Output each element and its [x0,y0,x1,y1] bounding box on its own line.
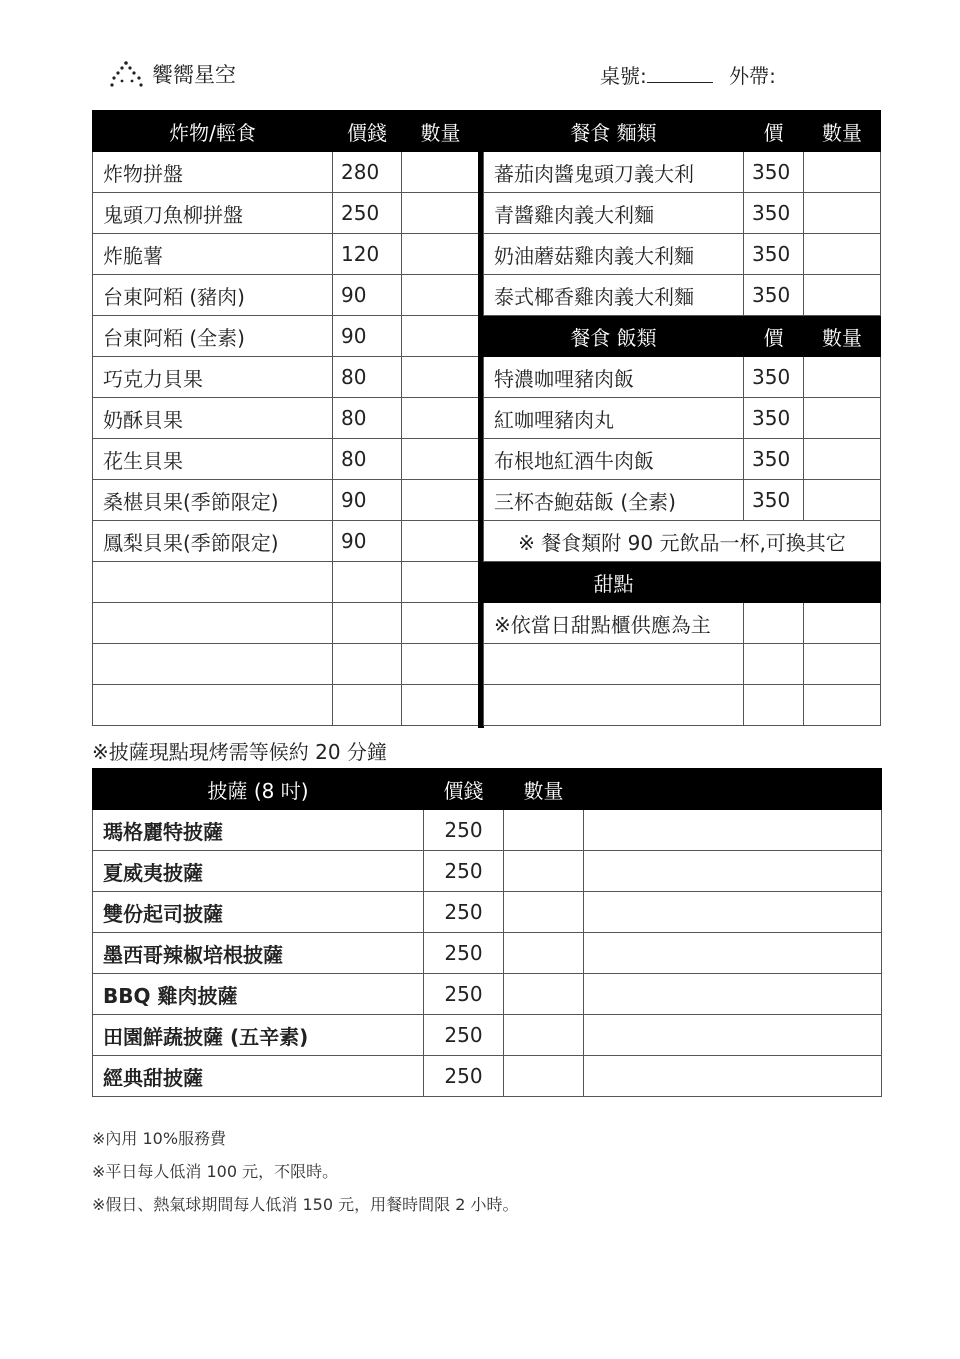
quantity-cell[interactable] [504,1015,584,1056]
dessert-note-row [484,603,881,644]
table-row [93,234,480,275]
brand-logo [108,58,236,90]
item-name: 特濃咖哩豬肉飯 [484,357,744,398]
quantity-cell[interactable] [402,644,480,685]
table-row [93,933,882,974]
rice-header-row [484,316,881,357]
item-price: 350 [744,275,804,316]
notes-cell[interactable] [584,1056,882,1097]
brand-name: 饗嚮星空 [152,63,236,87]
pizza-price-header: 價錢 [424,769,504,810]
pizza-price: 250 [424,851,504,892]
notes-cell[interactable] [584,933,882,974]
quantity-cell[interactable] [402,480,480,521]
table-row [484,685,881,726]
item-price [333,603,402,644]
dessert-header-row [484,562,881,603]
table-row [484,357,881,398]
item-price: 90 [333,275,402,316]
item-name: 布根地紅酒牛肉飯 [484,439,744,480]
notes-cell[interactable] [584,810,882,851]
quantity-cell[interactable] [402,316,480,357]
table-row [93,974,882,1015]
table-row [93,1015,882,1056]
quantity-cell[interactable] [402,521,480,562]
rice-quantity-header: 數量 [804,316,881,357]
item-price: 280 [333,152,402,193]
item-price: 350 [744,480,804,521]
table-row [93,603,480,644]
quantity-cell[interactable] [402,398,480,439]
empty-cell [744,603,804,644]
item-name: 奶油蘑菇雞肉義大利麵 [484,234,744,275]
item-name [93,685,333,726]
empty-header-cell [814,769,882,810]
pizza-price: 250 [424,810,504,851]
table-number-blank[interactable] [647,64,713,83]
pizza-wait-note: ※披薩現點現烤需等候約 20 分鐘 [92,740,387,764]
rice-header: 餐食 飯類 [484,316,744,357]
takeout-label: 外帶: [729,64,776,88]
item-name: 紅咖哩豬肉丸 [484,398,744,439]
pizza-name: 雙份起司披薩 [93,892,424,933]
table-row [93,357,480,398]
footer-note-weekday: ※平日每人低消 100 元，不限時。 [92,1162,339,1181]
pizza-name: 墨西哥辣椒培根披薩 [93,933,424,974]
notes-cell[interactable] [584,974,882,1015]
item-price: 90 [333,316,402,357]
snacks-header-row [93,111,480,152]
quantity-cell[interactable] [804,193,881,234]
pizza-price: 250 [424,892,504,933]
quantity-cell[interactable] [504,933,584,974]
empty-header-cell [725,769,814,810]
table-row [93,480,480,521]
quantity-cell[interactable] [402,193,480,234]
quantity-cell[interactable] [504,810,584,851]
meals-table [483,110,881,726]
item-name: 蕃茄肉醬鬼頭刀義大利 [484,152,744,193]
quantity-cell[interactable] [804,644,881,685]
pizza-price: 250 [424,1056,504,1097]
pizza-name: 夏威夷披薩 [93,851,424,892]
table-row [484,152,881,193]
table-row [93,439,480,480]
order-info [600,60,776,89]
dessert-note: ※依當日甜點櫃供應為主 [484,603,744,644]
item-name: 花生貝果 [93,439,333,480]
quantity-header: 數量 [402,111,480,152]
table-row [93,275,480,316]
empty-cell [484,644,744,685]
table-row [484,480,881,521]
item-price: 90 [333,521,402,562]
price-header: 價錢 [333,111,402,152]
item-price: 90 [333,480,402,521]
pizza-table [92,768,882,1097]
item-name [93,562,333,603]
quantity-cell[interactable] [804,439,881,480]
item-price: 250 [333,193,402,234]
quantity-cell[interactable] [402,357,480,398]
quantity-cell[interactable] [504,1056,584,1097]
item-name: 奶酥貝果 [93,398,333,439]
noodles-header-row [484,111,881,152]
table-row [484,234,881,275]
item-name: 三杯杏鮑菇飯 (全素) [484,480,744,521]
item-price: 120 [333,234,402,275]
item-price [333,644,402,685]
item-price: 80 [333,357,402,398]
table-row [93,316,480,357]
table-row [93,562,480,603]
pizza-name: 田園鮮蔬披薩 (五辛素) [93,1015,424,1056]
pizza-header-row [93,769,882,810]
table-row [484,398,881,439]
pizza-price: 250 [424,1015,504,1056]
quantity-cell[interactable] [804,603,881,644]
empty-cell [484,685,744,726]
item-name [93,603,333,644]
quantity-cell[interactable] [402,603,480,644]
table-row [93,685,480,726]
quantity-cell[interactable] [804,275,881,316]
quantity-cell[interactable] [804,234,881,275]
table-row [484,193,881,234]
footer-note-service-fee: ※內用 10%服務費 [92,1129,227,1148]
star-sparkle-icon [108,59,144,89]
quantity-cell[interactable] [504,851,584,892]
item-name: 青醬雞肉義大利麵 [484,193,744,234]
item-price: 350 [744,439,804,480]
pizza-price: 250 [424,974,504,1015]
pizza-header: 披薩 (8 吋) [93,769,424,810]
item-name: 炸脆薯 [93,234,333,275]
pizza-name: 經典甜披薩 [93,1056,424,1097]
item-price: 350 [744,193,804,234]
item-price: 350 [744,357,804,398]
footer-note-holiday: ※假日、熱氣球期間每人低消 150 元，用餐時間限 2 小時。 [92,1195,519,1214]
quantity-cell[interactable] [804,398,881,439]
quantity-cell[interactable] [402,234,480,275]
noodles-header: 餐食 麵類 [484,111,744,152]
table-number-label: 桌號: [600,64,647,88]
table-row [93,193,480,234]
quantity-cell[interactable] [402,685,480,726]
item-name: 台東阿粨 (全素) [93,316,333,357]
quantity-cell[interactable] [804,480,881,521]
dessert-price-header [744,562,804,603]
dessert-quantity-header [804,562,881,603]
quantity-cell[interactable] [402,275,480,316]
item-name: 桑椹貝果(季節限定) [93,480,333,521]
empty-header-cell [584,769,725,810]
item-name: 鳳梨貝果(季節限定) [93,521,333,562]
rice-price-header: 價 [744,316,804,357]
item-price: 80 [333,439,402,480]
pizza-price: 250 [424,933,504,974]
item-price: 350 [744,152,804,193]
table-row [93,810,882,851]
quantity-cell[interactable] [402,439,480,480]
noodles-quantity-header: 數量 [804,111,881,152]
item-name: 台東阿粨 (豬肉) [93,275,333,316]
item-price: 350 [744,234,804,275]
item-name [93,644,333,685]
empty-cell [744,644,804,685]
item-price [333,685,402,726]
table-row [484,644,881,685]
item-price: 350 [744,398,804,439]
dessert-header: 甜點 [484,562,744,603]
snacks-table [92,110,480,726]
quantity-cell[interactable] [804,685,881,726]
table-row [93,644,480,685]
notes-cell[interactable] [584,1015,882,1056]
table-row [93,152,480,193]
table-row [93,521,480,562]
item-name: 巧克力貝果 [93,357,333,398]
meal-drink-note-row [484,521,881,562]
quantity-cell[interactable] [804,357,881,398]
notes-cell[interactable] [584,892,882,933]
item-name: 鬼頭刀魚柳拼盤 [93,193,333,234]
noodles-price-header: 價 [744,111,804,152]
quantity-cell[interactable] [504,892,584,933]
quantity-cell[interactable] [504,974,584,1015]
empty-cell [744,685,804,726]
meal-drink-note: ※ 餐食類附 90 元飲品一杯,可換其它 [484,521,881,562]
table-row [484,275,881,316]
pizza-name: 瑪格麗特披薩 [93,810,424,851]
item-price [333,562,402,603]
table-row [484,439,881,480]
item-name: 泰式椰香雞肉義大利麵 [484,275,744,316]
notes-cell[interactable] [584,851,882,892]
item-name: 炸物拼盤 [93,152,333,193]
table-row [93,851,882,892]
quantity-cell[interactable] [402,152,480,193]
item-price: 80 [333,398,402,439]
quantity-cell[interactable] [804,152,881,193]
table-row [93,892,882,933]
quantity-cell[interactable] [402,562,480,603]
item-header: 炸物/輕食 [93,111,333,152]
pizza-quantity-header: 數量 [504,769,584,810]
pizza-name: BBQ 雞肉披薩 [93,974,424,1015]
table-row [93,1056,882,1097]
table-row [93,398,480,439]
